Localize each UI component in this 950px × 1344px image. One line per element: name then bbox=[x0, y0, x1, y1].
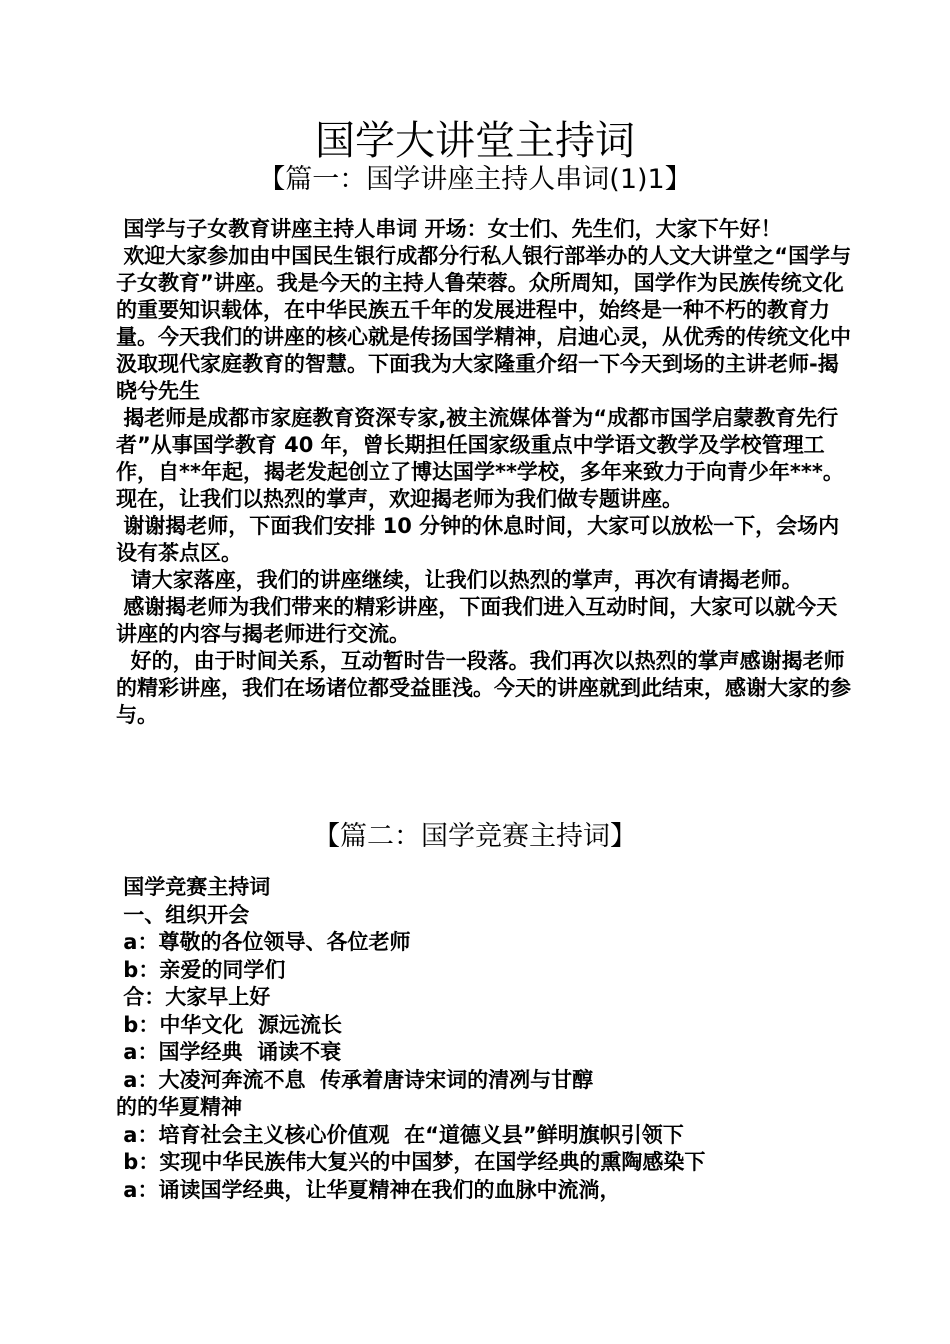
script-line: b：亲爱的同学们 bbox=[116, 957, 286, 982]
section-heading-2: 【篇二：国学竞赛主持词】 bbox=[313, 821, 637, 852]
document-title: 国学大讲堂主持词 bbox=[315, 118, 635, 164]
paragraph: 好的，由于时间关系，互动暂时告一段落。我们再次以热烈的掌声感谢揭老师的精彩讲座，我们在场诸位都受益匪浅。今天的讲座就到此结束，感谢大家的参与。 bbox=[116, 649, 851, 727]
script-line: 的的华夏精神 bbox=[116, 1095, 242, 1119]
paragraph: 请大家落座，我们的讲座继续，让我们以热烈的掌声，再次有请揭老师。 bbox=[116, 568, 803, 592]
script-line: 国学竞赛主持词 bbox=[116, 875, 271, 899]
script-line: a：诵读国学经典，让华夏精神在我们的血脉中流淌， bbox=[116, 1177, 621, 1202]
paragraph: 欢迎大家参加由中国民生银行成都分行私人银行部举办的人文大讲堂之“国学与子女教育”讲座。我是今天的主持人鲁荣蓉。众所周知，国学作为民族传统文化的重要知识载体，在中华民族五千年的发展进程中，始终是一种不朽的教育力量。今天我们的讲座的核心就是传扬国学精神，启迪心灵，从优秀的传统文化中汲取现代家庭教育的智慧。下面我为大家隆重介绍一下今天到场的主讲老师-揭晓兮先生 bbox=[116, 244, 852, 403]
paragraph: 揭老师是成都市家庭教育资深专家,被主流媒体誉为“成都市国学启蒙教育先行者”从事国学教育 40 年，曾长期担任国家级重点中学语文教学及学校管理工作，自**年起，揭老发起创立了博达国学**学校，多年来致力于向青少年***。 现在，让我们以热烈的掌声，欢迎揭老师为我们做专题讲座。 bbox=[116, 406, 852, 511]
section-heading-1: 【篇一：国学讲座主持人串词(1)1】 bbox=[258, 164, 692, 195]
section-1-body bbox=[116, 216, 856, 729]
script-line: a：大凌河奔流不息 传承着唐诗宋词的清冽与甘醇 bbox=[116, 1067, 594, 1092]
script-line: a：国学经典 诵读不衰 bbox=[116, 1040, 342, 1064]
script-line: 一、组织开会 bbox=[116, 902, 250, 927]
script-line: a：培育社会主义核心价值观 在“道德义县”鲜明旗帜引领下 bbox=[116, 1122, 684, 1147]
paragraph: 国学与子女教育讲座主持人串词 开场：女士们、先生们，大家下午好！ bbox=[116, 217, 782, 241]
paragraph: 谢谢揭老师，下面我们安排 10 分钟的休息时间，大家可以放松一下，会场内设有茶点区。 bbox=[116, 514, 840, 565]
script-line: a：尊敬的各位领导、各位老师 bbox=[116, 930, 411, 954]
script-line: b：实现中华民族伟大复兴的中国梦，在国学经典的熏陶感染下 bbox=[116, 1150, 706, 1174]
script-line: 合：大家早上好 bbox=[116, 985, 271, 1009]
script-line: b：中华文化 源远流长 bbox=[116, 1012, 342, 1037]
section-2-body bbox=[116, 874, 856, 1204]
paragraph: 感谢揭老师为我们带来的精彩讲座，下面我们进入互动时间，大家可以就今天讲座的内容与揭老师进行交流。 bbox=[116, 595, 838, 646]
